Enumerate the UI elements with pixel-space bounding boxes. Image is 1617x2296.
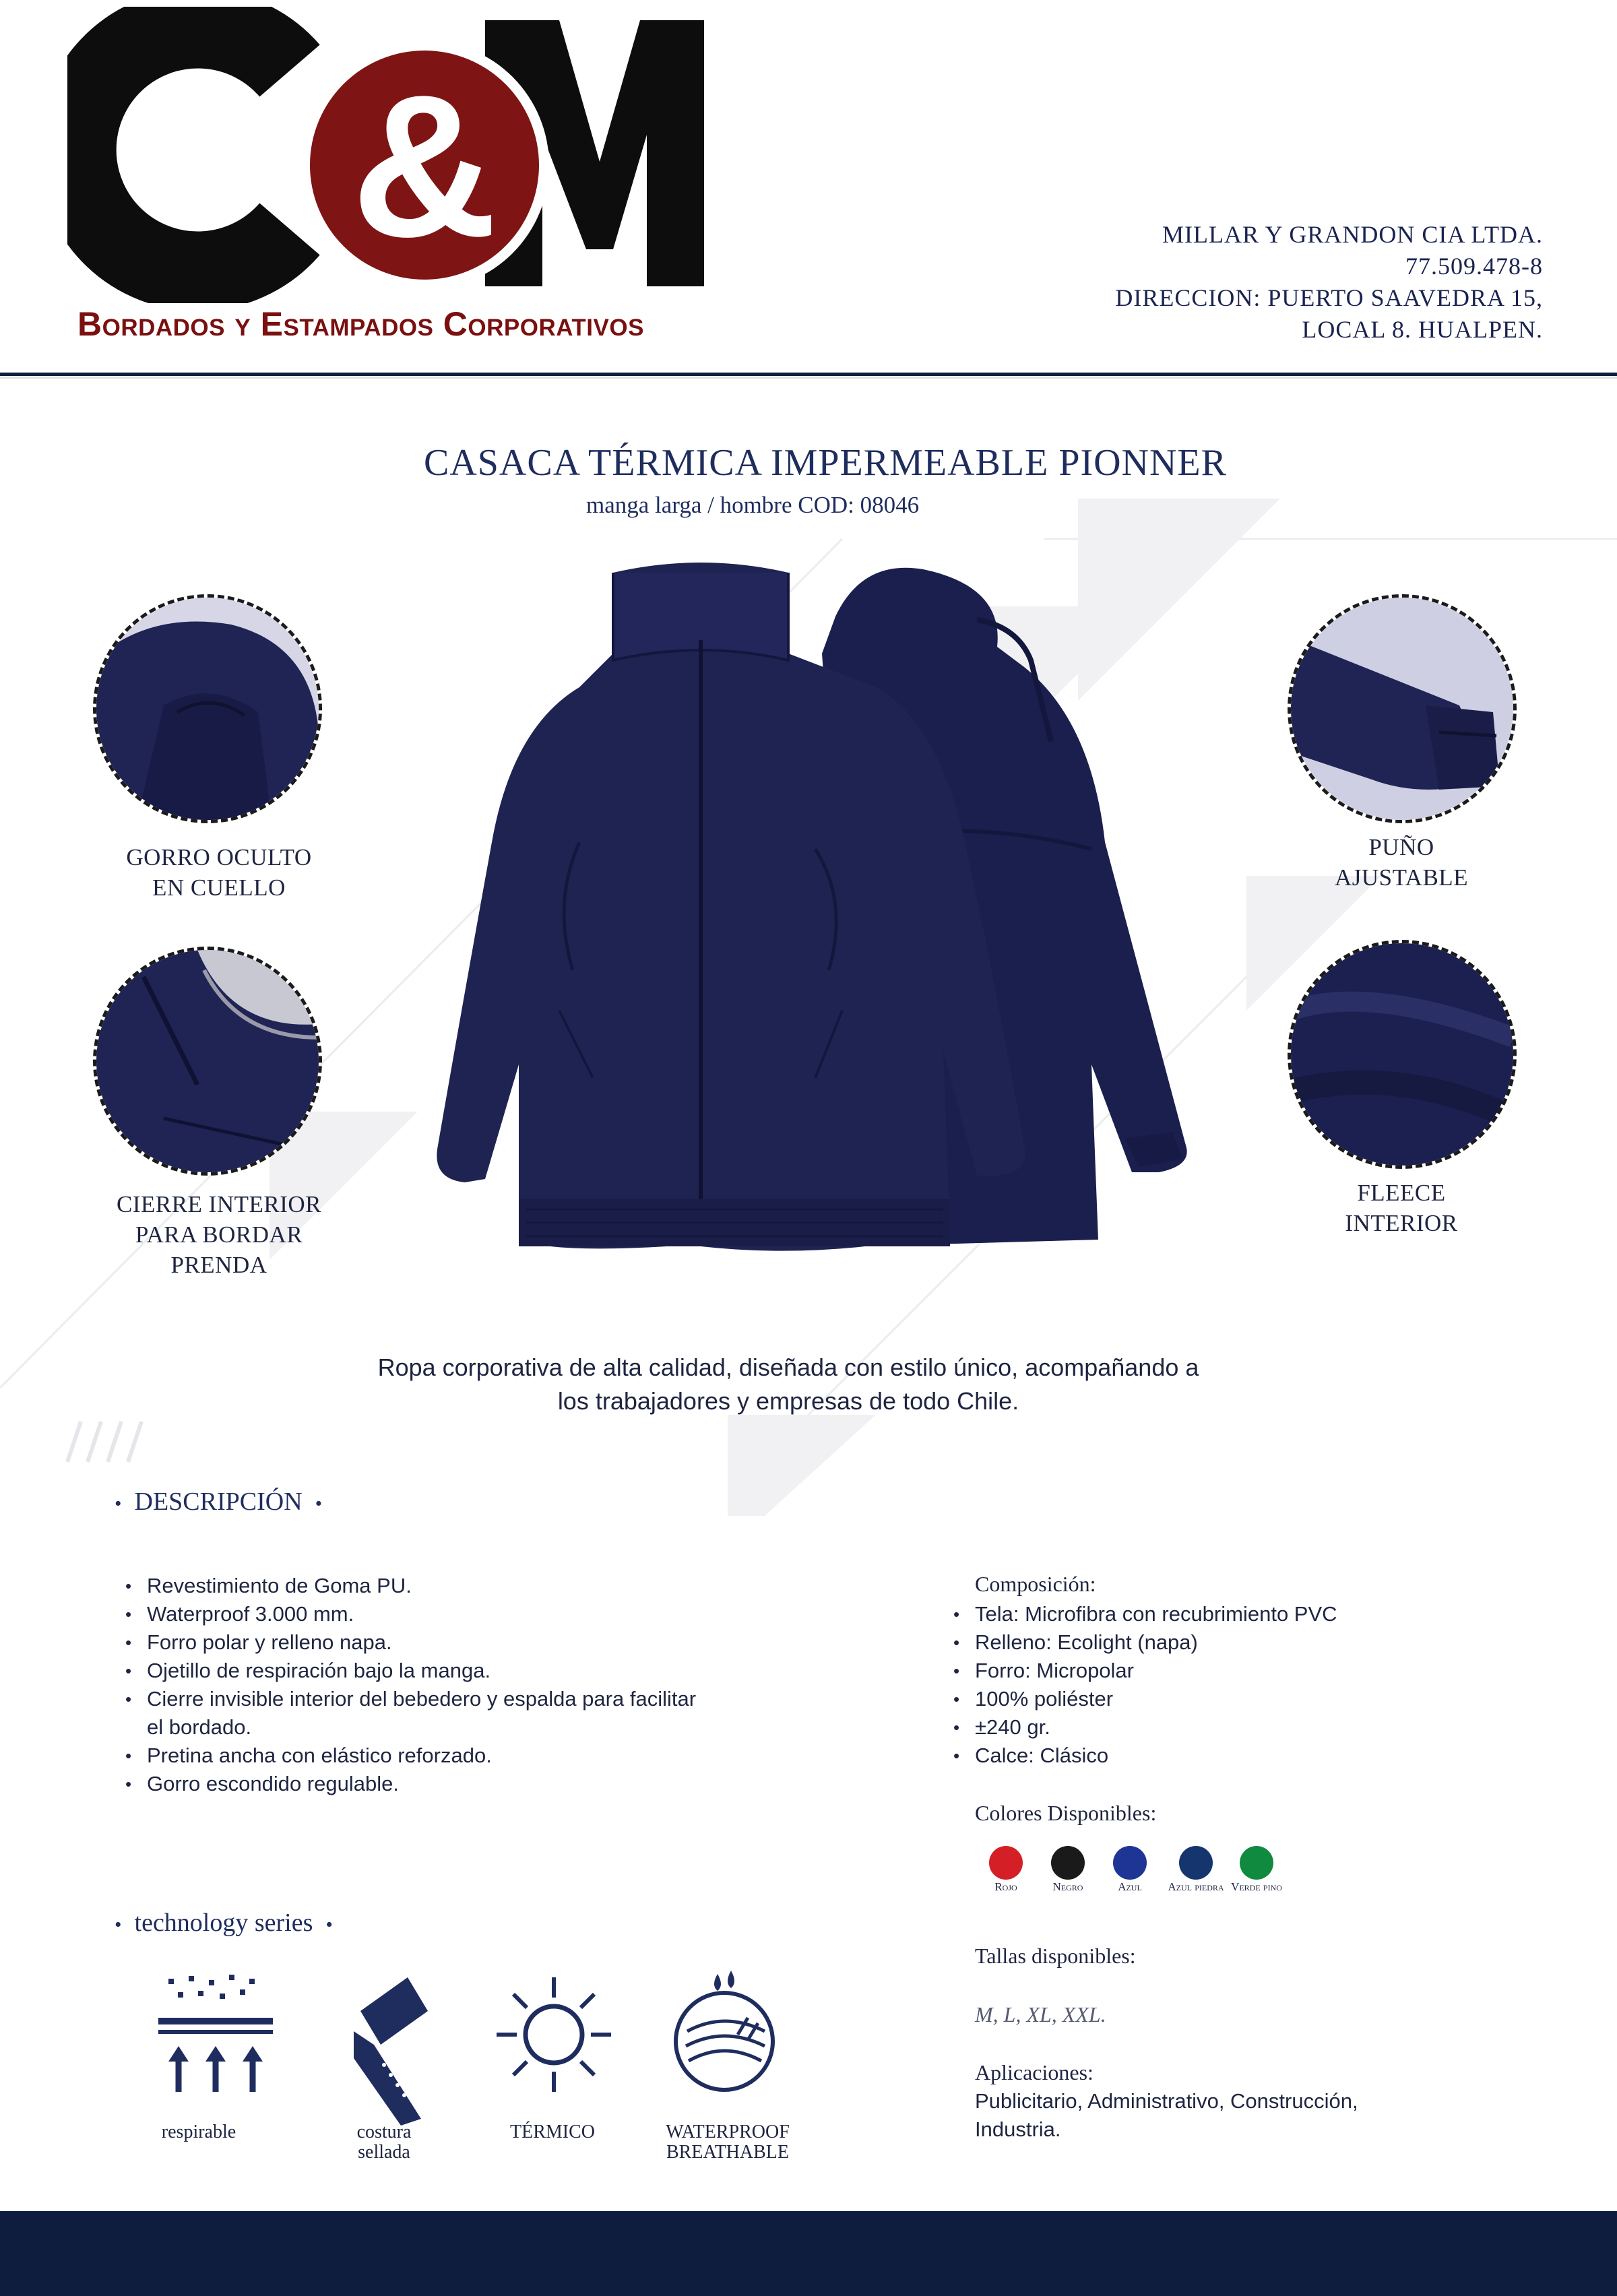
applications-heading: Aplicaciones: bbox=[975, 2060, 1093, 2084]
jacket-image bbox=[350, 552, 1280, 1327]
svg-text:&: & bbox=[351, 53, 498, 279]
description-heading-text: DESCRIPCIÓN bbox=[134, 1488, 303, 1516]
header-divider bbox=[0, 373, 1617, 376]
description-item: • Gorro escondido regulable. bbox=[125, 1770, 698, 1798]
color-label-verde-pino: Verde pino bbox=[1231, 1880, 1282, 1893]
color-label-negro: Negro bbox=[1052, 1880, 1083, 1893]
description-list bbox=[125, 1572, 698, 1798]
color-option-verde-pino bbox=[1226, 1846, 1287, 1894]
applications-value: Publicitario, Administrativo, Construcción, Industria. bbox=[975, 2089, 1358, 2141]
description-item: • Ojetillo de respiración bajo la manga. bbox=[125, 1657, 698, 1685]
color-option-azul bbox=[1100, 1846, 1160, 1894]
product-tagline-line-1: Ropa corporativa de alta calidad, diseñada con estilo único, acompañando a bbox=[377, 1353, 1199, 1381]
composition-item: • Tela: Microfibra con recubrimiento PVC bbox=[953, 1600, 1465, 1628]
composition-item: • ±240 gr. bbox=[953, 1713, 1465, 1742]
description-item: • Pretina ancha con elástico reforzado. bbox=[125, 1742, 698, 1770]
footer-bar bbox=[0, 2211, 1617, 2296]
sun-icon bbox=[493, 1974, 614, 2095]
description-item: • Forro polar y relleno napa. bbox=[125, 1628, 698, 1657]
color-option-azul-piedra bbox=[1166, 1846, 1226, 1894]
company-address-local: LOCAL 8. HUALPEN. bbox=[1302, 316, 1543, 343]
description-heading: • DESCRIPCIÓN • bbox=[115, 1488, 323, 1516]
composition-item: • Calce: Clásico bbox=[953, 1742, 1465, 1770]
tech-label-waterproof: WATERPROOF BREATHABLE bbox=[666, 2122, 790, 2163]
sizes-value: M, L, XL, XXL. bbox=[975, 2002, 1106, 2027]
header-divider-shadow bbox=[0, 377, 1617, 379]
product-title: CASACA TÉRMICA IMPERMEABLE PIONNER bbox=[423, 442, 1227, 484]
description-item: • Waterproof 3.000 mm. bbox=[125, 1600, 698, 1628]
color-swatches bbox=[976, 1846, 1312, 1920]
sealed-seam-icon bbox=[347, 1971, 441, 2132]
color-swatch-rojo bbox=[989, 1846, 1023, 1880]
feature-label-fleece: FLEECE INTERIOR bbox=[1345, 1180, 1458, 1236]
composition-item: • Relleno: Ecolight (napa) bbox=[953, 1628, 1465, 1657]
detail-cuff-image bbox=[1288, 594, 1517, 823]
color-swatch-azul-piedra bbox=[1179, 1846, 1213, 1880]
composition-list bbox=[953, 1600, 1465, 1770]
detail-fleece-image bbox=[1288, 940, 1517, 1169]
company-info bbox=[1115, 219, 1543, 346]
color-label-rojo: Rojo bbox=[994, 1880, 1017, 1893]
description-item: • Cierre invisible interior del bebedero y espalda para facilitar el bordado. bbox=[125, 1685, 698, 1742]
product-subtitle: manga larga / hombre COD: 08046 bbox=[586, 492, 920, 518]
sizes-heading: Tallas disponibles: bbox=[975, 1944, 1136, 1968]
product-tagline bbox=[0, 1351, 1577, 1418]
detail-zipper-image bbox=[93, 947, 322, 1176]
color-label-azul-piedra: Azul piedra bbox=[1168, 1880, 1224, 1893]
product-tagline-line-2: los trabajadores y empresas de todo Chile. bbox=[557, 1387, 1019, 1415]
tech-label-breathable: respirable bbox=[161, 2122, 236, 2142]
color-option-rojo bbox=[976, 1846, 1036, 1894]
tech-label-sealed-seam: costura sellada bbox=[356, 2122, 412, 2163]
composition-heading: Composición: bbox=[975, 1572, 1096, 1596]
color-swatch-negro bbox=[1051, 1846, 1085, 1880]
color-swatch-azul bbox=[1113, 1846, 1147, 1880]
feature-label-cuff: PUÑO AJUSTABLE bbox=[1334, 834, 1469, 891]
company-rut: 77.509.478-8 bbox=[1405, 253, 1543, 280]
waterproof-icon bbox=[667, 1971, 782, 2099]
composition-item: • Forro: Micropolar bbox=[953, 1657, 1465, 1685]
breathable-icon bbox=[155, 1971, 276, 2105]
feature-label-zipper: CIERRE INTERIOR PARA BORDAR PRENDA bbox=[116, 1191, 321, 1278]
tech-label-thermal: TÉRMICO bbox=[510, 2122, 595, 2142]
color-label-azul: Azul bbox=[1118, 1880, 1142, 1893]
feature-label-hood: GORRO OCULTO EN CUELLO bbox=[126, 844, 312, 901]
composition-item: • 100% poliéster bbox=[953, 1685, 1465, 1713]
color-option-negro bbox=[1038, 1846, 1098, 1894]
detail-hood-image bbox=[93, 594, 322, 823]
technology-heading: • technology series • bbox=[115, 1909, 333, 1937]
company-logo bbox=[67, 7, 728, 303]
company-name: MILLAR Y GRANDON CIA LTDA. bbox=[1162, 221, 1543, 248]
company-tagline: Bordados y Estampados Corporativos bbox=[77, 305, 644, 343]
technology-heading-text: technology series bbox=[134, 1909, 313, 1937]
company-address: DIRECCION: PUERTO SAAVEDRA 15, bbox=[1115, 284, 1543, 311]
description-item: • Revestimiento de Goma PU. bbox=[125, 1572, 698, 1600]
color-swatch-verde-pino bbox=[1240, 1846, 1273, 1880]
colors-heading: Colores Disponibles: bbox=[975, 1801, 1157, 1825]
